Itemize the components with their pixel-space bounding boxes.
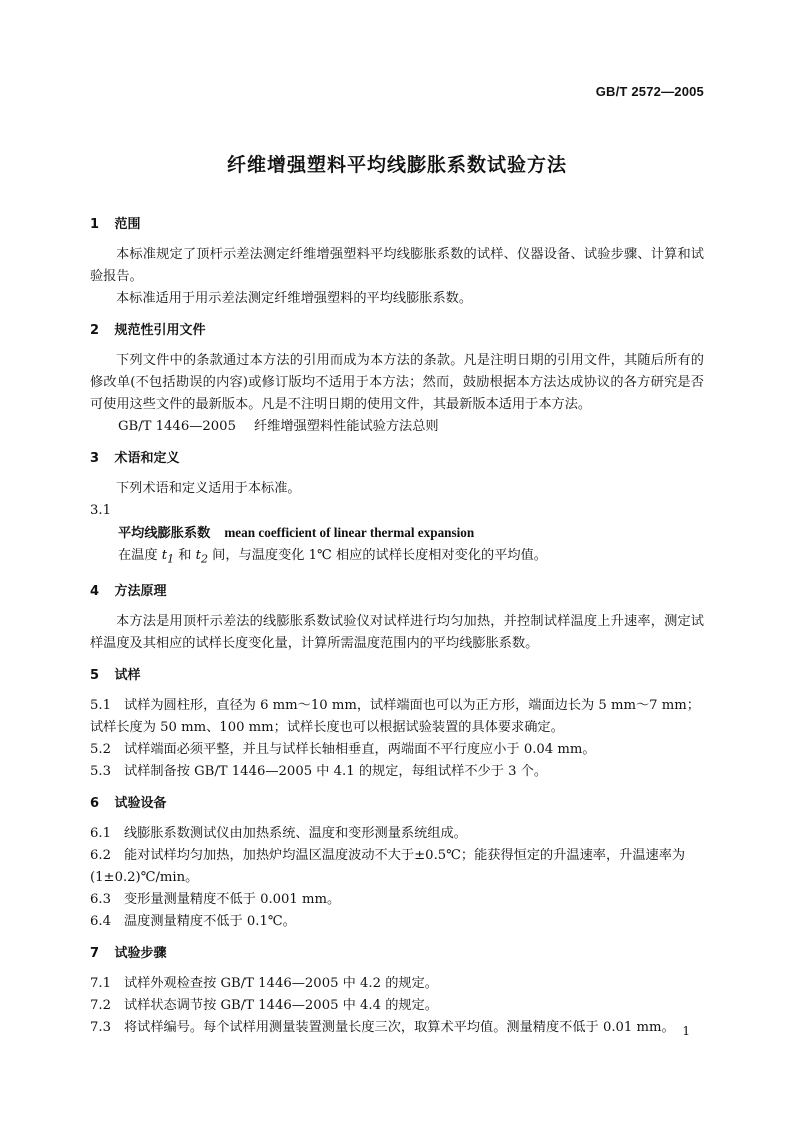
clause-item xyxy=(90,1017,704,1039)
section-title: 试验步骤 xyxy=(114,945,167,961)
section-number: 5 xyxy=(90,667,100,683)
clause-number: 5.1 xyxy=(90,697,111,713)
definition-text: 间，与温度变化 1℃ 相应的试样长度相对变化的平均值。 xyxy=(207,548,547,563)
clause-text: 线膨胀系数测试仪由加热系统、温度和变形测量系统组成。 xyxy=(124,825,467,841)
section-5-heading xyxy=(90,665,704,687)
clause-item xyxy=(90,695,704,739)
definition-text: 和 xyxy=(174,548,196,563)
clause-text: 试样外观检查按 GB/T 1446—2005 中 4.2 的规定。 xyxy=(124,975,438,991)
reference-title: 纤维增强塑料性能试验方法总则 xyxy=(253,419,439,434)
clause-item xyxy=(90,911,704,933)
section-number: 6 xyxy=(90,795,100,811)
standard-number: GB/T 2572—2005 xyxy=(595,84,704,99)
paragraph: 下列术语和定义适用于本标准。 xyxy=(116,481,301,496)
clause-item xyxy=(90,823,704,845)
section-number: 1 xyxy=(90,217,100,232)
section-number: 3 xyxy=(90,451,100,466)
paragraph: 下列文件中的条款通过本方法的引用而成为本方法的条款。凡是注明日期的引用文件，其随后所有的修改单(不包括勘误的内容)或修订版均不适用于本方法；然而，鼓励根据本方法达成协议的各方研究是否可使用这些文件的最新版本。凡是不注明日期的使用文件，其最新版本适用于本方法。 xyxy=(90,353,704,412)
section-6-heading xyxy=(90,793,704,815)
subsection-number: 3.1 xyxy=(90,503,111,518)
section-title: 规范性引用文件 xyxy=(114,323,206,338)
clause-item xyxy=(90,995,704,1017)
section-4-heading xyxy=(90,581,704,603)
term-entry xyxy=(90,522,704,545)
reference-code: GB/T 1446—2005 xyxy=(118,419,236,434)
clause-number: 6.2 xyxy=(90,847,111,863)
clause-item xyxy=(90,761,704,783)
section-number: 7 xyxy=(90,945,100,961)
clause-number: 6.4 xyxy=(90,913,111,929)
t1-symbol: $t_1$ xyxy=(161,548,175,566)
section-number: 2 xyxy=(90,323,100,338)
clause-text: 试样状态调节按 GB/T 1446—2005 中 4.4 的规定。 xyxy=(124,997,438,1013)
page-number: 1 xyxy=(682,1024,690,1038)
clause-number: 5.2 xyxy=(90,741,111,757)
clause-number: 7.3 xyxy=(90,1019,111,1035)
t2-symbol: $t_2$ xyxy=(195,548,208,566)
section-title: 术语和定义 xyxy=(114,451,180,466)
paragraph: 本标准适用于用示差法测定纤维增强塑料的平均线膨胀系数。 xyxy=(116,291,473,306)
clause-item xyxy=(90,739,704,761)
section-title: 试样 xyxy=(114,667,141,683)
clause-item xyxy=(90,889,704,911)
clause-number: 5.3 xyxy=(90,763,111,779)
section-title: 试验设备 xyxy=(114,795,167,811)
section-title: 范围 xyxy=(114,217,141,232)
clause-text: 能对试样均匀加热，加热炉均温区温度波动不大于±0.5℃；能获得恒定的升温速率，升温速率为(1±0.2)℃/min。 xyxy=(90,847,686,885)
section-1-heading xyxy=(90,214,704,236)
document-title: 纤维增强塑料平均线膨胀系数试验方法 xyxy=(226,154,567,176)
clause-item xyxy=(90,845,704,889)
normative-reference xyxy=(90,416,704,438)
term-english: mean coefficient of linear thermal expansion xyxy=(224,525,475,540)
clause-text: 将试样编号。每个试样用测量装置测量长度三次，取算术平均值。测量精度不低于 0.01 mm。 xyxy=(124,1019,675,1035)
section-number: 4 xyxy=(90,583,100,599)
clause-item xyxy=(90,973,704,995)
section-2-heading xyxy=(90,320,704,342)
definition-text: 在温度 xyxy=(118,548,162,563)
clause-number: 7.2 xyxy=(90,997,111,1013)
clause-text: 温度测量精度不低于 0.1℃。 xyxy=(124,913,296,929)
term-definition xyxy=(90,545,704,571)
document-body xyxy=(90,214,704,1039)
clause-text: 试样制备按 GB/T 1446—2005 中 4.1 的规定，每组试样不少于 3 个。 xyxy=(124,763,548,779)
clause-number: 6.1 xyxy=(90,825,111,841)
clause-text: 试样端面必须平整，并且与试样长轴相垂直，两端面不平行度应小于 0.04 mm。 xyxy=(124,741,596,757)
paragraph: 本标准规定了顶杆示差法测定纤维增强塑料平均线膨胀系数的试样、仪器设备、试验步骤、计算和试验报告。 xyxy=(90,247,704,284)
clause-number: 7.1 xyxy=(90,975,111,991)
section-title: 方法原理 xyxy=(114,583,167,599)
term-chinese: 平均线膨胀系数 xyxy=(118,526,211,541)
clause-text: 试样为圆柱形，直径为 6 mm～10 mm，试样端面也可以为正方形，端面边长为 5 mm～7 mm；试样长度为 50 mm、100 mm；试样长度也可以根据试验装置的具体要求确定。 xyxy=(90,697,700,735)
clause-number: 6.3 xyxy=(90,891,111,907)
section-7-heading xyxy=(90,943,704,965)
section-3-heading xyxy=(90,448,704,470)
paragraph: 本方法是用顶杆示差法的线膨胀系数试验仪对试样进行均匀加热，并控制试样温度上升速率，测定试样温度及其相应的试样长度变化量，计算所需温度范围内的平均线膨胀系数。 xyxy=(90,613,704,651)
clause-text: 变形量测量精度不低于 0.001 mm。 xyxy=(124,891,341,907)
